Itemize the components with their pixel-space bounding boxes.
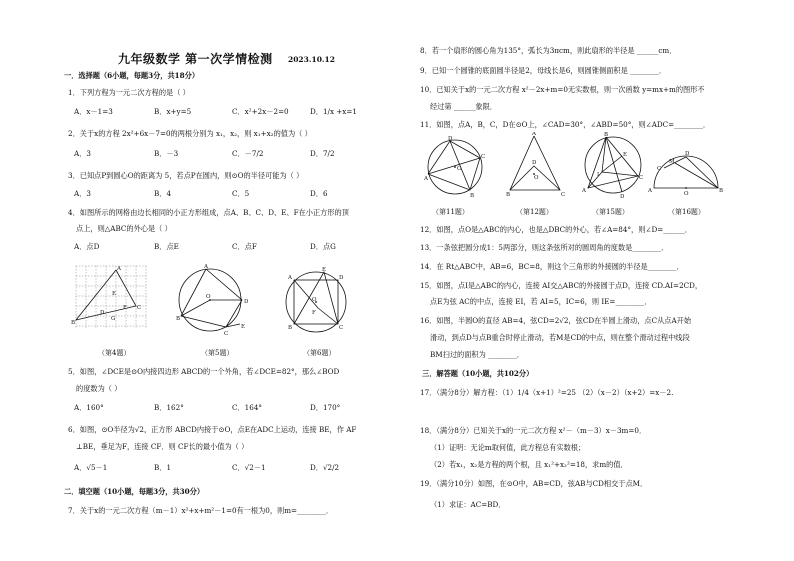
svg-text:A: A: [648, 188, 652, 194]
figure-12-caption: （第12题）: [516, 208, 553, 216]
q6-option-c: C．√2－1: [232, 463, 266, 472]
svg-text:B: B: [71, 320, 76, 326]
q1-option-d: D．1/x +x=1: [310, 107, 357, 116]
figure-4-caption: （第4题）: [98, 349, 131, 357]
q6-option-a: A．√5－1: [74, 463, 108, 472]
q2-stem: 2．关于x的方程 2x²+6x－7=0的两根分别为 x₁，x₂，则 x₁+x₂的值为（ ）: [68, 129, 312, 138]
svg-text:D: D: [532, 160, 537, 166]
figure-5-circle: [176, 264, 256, 338]
q3-option-a: A．3: [74, 189, 91, 198]
q7-stem: 7．关于x的一元二次方程（m－1）x²+x+m²－1=0有一根为0，则m=________．: [68, 506, 334, 515]
q3-option-d: D．6: [310, 189, 328, 198]
q15-stem-line1: 15．如图，点I是△ABC的内心，连接 AI交△ABC的外接圆于点D，连接 CD.AI=2CD，: [420, 281, 703, 290]
figure-6-circle: [280, 264, 354, 338]
q18-stem: 18．（满分8分）已知关于x的一元二次方程 x²－（m－3）x－3m=0．: [420, 426, 647, 435]
q5-option-b: B．162°: [154, 403, 184, 412]
svg-text:C: C: [481, 154, 486, 160]
q4-option-d: D．点G: [310, 242, 336, 251]
q4-stem-line1: 4．如图所示的网格由边长相同的小正方形组成，点A、B、C、D、E、F在小正方形的顶: [68, 208, 349, 217]
svg-text:C: C: [339, 325, 344, 331]
figure-4-grid: [70, 262, 158, 332]
q19-part1: （1）求证：AC=BD．: [430, 500, 506, 509]
svg-text:D: D: [448, 136, 453, 142]
svg-text:D: D: [244, 299, 249, 305]
svg-text:E: E: [112, 291, 117, 297]
q18-part1: （1）证明：无论m取何值，此方程总有实数根；: [430, 443, 586, 452]
svg-text:O: O: [312, 297, 317, 303]
q1-option-c: C．x²+2x－2=0: [232, 107, 289, 116]
svg-text:M: M: [669, 159, 675, 165]
figure-15-circle: [580, 132, 646, 198]
exam-date: 2023.10.12: [288, 55, 335, 64]
svg-text:E: E: [241, 324, 246, 330]
q18-part2: （2）若x₁，x₂是方程的两个根，且 x₁²+x₂²=18，求m的值．: [430, 460, 628, 469]
q10-stem-line1: 10．已知关于x的一元二次方程 x²－2x+m=0无实数根，则一次函数 y=mx+m的图形不: [420, 85, 705, 94]
svg-text:A: A: [204, 264, 208, 270]
svg-text:C: C: [561, 192, 566, 198]
svg-text:A: A: [288, 275, 292, 281]
svg-text:A: A: [582, 188, 586, 194]
q13-stem: 13．一条弦把圆分成1：5两部分，则这条弦所对的圆周角的度数是________．: [420, 243, 669, 252]
svg-text:A: A: [117, 266, 121, 272]
q3-option-b: B．4: [154, 189, 172, 198]
figure-16-caption: （第16题）: [668, 208, 705, 216]
q8-stem: 8．若一个扇形的圆心角为135°，弧长为3πcm，则此扇形的半径是 ______cm．: [420, 46, 677, 55]
q4-option-a: A．点D: [74, 242, 100, 251]
q5-option-c: C．164°: [232, 403, 262, 412]
q6-option-b: B．1: [154, 463, 172, 472]
svg-text:B: B: [470, 193, 475, 198]
q2-option-d: D．7/2: [310, 149, 335, 158]
figure-5-caption: （第5题）: [201, 349, 234, 357]
figure-15-caption: （第15题）: [592, 208, 629, 216]
page-title: 九年级数学 第一次学情检测: [118, 52, 273, 66]
svg-text:B: B: [176, 316, 181, 322]
q16-stem-line1: 16．如图，半圆O的直径 AB=4，弦CD=2√2，弦CD在半圆上滑动，点C从点A开始: [420, 316, 692, 325]
q6-option-d: D．√2/2: [310, 463, 340, 472]
q9-stem: 9．已知一个圆锥的底面圆半径是2，母线长是6，则圆锥侧面积是 ________．: [420, 66, 667, 75]
q1-option-a: A．x－1=3: [74, 107, 113, 116]
q4-stem-line2: 点上，则△ABC的外心是（ ）: [76, 224, 172, 233]
svg-text:O: O: [534, 175, 539, 181]
svg-text:G: G: [111, 316, 116, 322]
q4-option-c: C．点F: [232, 242, 257, 251]
q5-stem-line2: 的度数为（ ）: [76, 384, 122, 393]
svg-text:D: D: [339, 275, 344, 281]
svg-text:D: D: [620, 194, 625, 198]
svg-text:O: O: [206, 294, 211, 300]
svg-text:B: B: [506, 192, 511, 198]
svg-text:O: O: [684, 191, 689, 196]
q12-stem: 12．如图，点O是△ABC的内心，也是△DBC的外心，若∠A=84°，则∠D=______．: [420, 225, 692, 234]
q16-stem-line2: 滑动，到点D与点B重合时停止滑动，若M是CD的中点，则在整个滑动过程中线段: [430, 333, 690, 342]
section-choice-heading: 一．选择题（6小题，每题3分，共18分）: [64, 71, 200, 80]
svg-text:A: A: [532, 132, 536, 137]
q2-option-c: C．－7/2: [232, 149, 264, 158]
q5-option-a: A．160°: [74, 403, 104, 412]
q4-option-b: B．点E: [154, 242, 179, 251]
q6-stem-line2: ⊥BE，垂足为F，连接 CF．则 CF长的最小值为（ ）: [76, 442, 249, 451]
q3-stem: 3．已知点P到圆心O的距离为 5，若点P在圆内，则⊙O的半径可能为（ ）: [68, 171, 304, 180]
svg-text:A: A: [424, 176, 428, 182]
figure-16-semicircle: [648, 148, 726, 196]
svg-text:D: D: [685, 151, 690, 157]
svg-text:E: E: [322, 267, 327, 273]
svg-text:C: C: [224, 331, 229, 337]
svg-text:D: D: [100, 310, 105, 316]
q1-stem: 1．下列方程为一元二次方程的是（ ）: [68, 88, 190, 97]
svg-text:B: B: [719, 188, 724, 194]
q19-stem: 19．（满分10分）如图，在⊙O中，AB=CD，弦AB与CD相交于点M．: [420, 479, 648, 488]
q2-option-b: B．－3: [154, 149, 179, 158]
q17-stem: 17．（满分8分）解方程：（1）1/4（x+1）²=25 （2）（x－2）（x+2）=x－2.: [420, 388, 674, 397]
q11-stem: 11．如图，点A，B，C，D在⊙O上，∠CAD=30°，∠ABD=50°，则∠ADC=________．: [420, 120, 711, 129]
q14-stem: 14．在 Rt△ABC中，AB=6，BC=8，则这个三角形的外接圆的半径是________．: [420, 262, 684, 271]
section-answer-heading: 三．解答题（10小题，共102分）: [422, 369, 534, 378]
figure-11-caption: （第11题）: [432, 208, 469, 216]
figure-6-caption: （第6题）: [303, 349, 336, 357]
q6-stem-line1: 6．如图，⊙O半径为√2，正方形 ABCD内接于⊙O，点E在ADC上运动，连接 BE，作 AF: [68, 425, 357, 434]
q15-stem-line2: 点E为弦 AC的中点，连接 EI，若 AI=5，IC=6，则 IE=________．: [430, 297, 652, 306]
svg-text:C: C: [639, 175, 644, 181]
svg-text:O: O: [457, 166, 462, 172]
q10-stem-line2: 经过第 ______象限．: [430, 102, 497, 111]
svg-text:F: F: [123, 305, 127, 311]
figure-12-triangle: [506, 132, 568, 198]
q16-stem-line3: BM扫过的面积为 ________．: [430, 350, 524, 359]
figure-11-circle: [424, 136, 488, 198]
svg-text:I: I: [597, 172, 600, 178]
q3-option-c: C．5: [232, 189, 250, 198]
q1-option-b: B．x+y=5: [154, 107, 192, 116]
q2-option-a: A．3: [74, 149, 91, 158]
svg-text:E: E: [623, 152, 628, 158]
svg-text:B: B: [288, 325, 293, 331]
q5-stem-line1: 5．如图，∠DCE是⊙O内接四边形 ABCD的一个外角，若∠DCE=82°，那么∠BOD: [68, 367, 340, 376]
section-fill-heading: 二．填空题（10小题，每题3分，共30分）: [64, 487, 205, 496]
svg-text:C: C: [657, 166, 662, 172]
svg-text:F: F: [312, 310, 316, 316]
svg-text:B: B: [604, 132, 609, 138]
svg-text:C: C: [137, 305, 142, 311]
q5-option-d: D．170°: [310, 403, 341, 412]
